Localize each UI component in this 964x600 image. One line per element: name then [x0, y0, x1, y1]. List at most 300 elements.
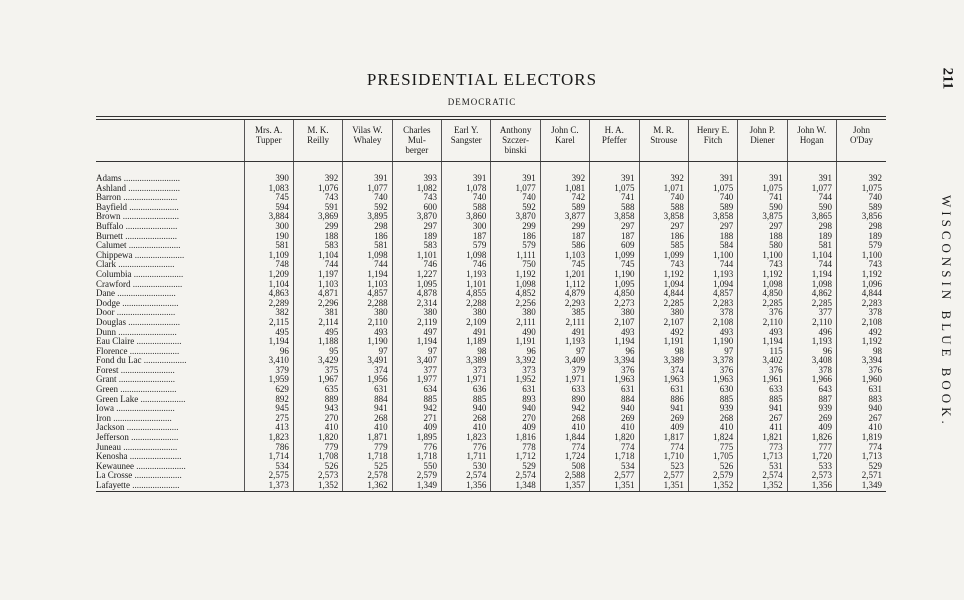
vote-cell: 633 [738, 385, 787, 395]
vote-cell: 740 [639, 193, 688, 203]
county-name: Jefferson [96, 433, 129, 443]
vote-cell: 298 [343, 222, 392, 232]
vote-cell: 97 [540, 347, 589, 357]
vote-cell: 1,952 [491, 375, 540, 385]
vote-cell: 3,410 [244, 356, 293, 366]
vote-cell: 508 [540, 462, 589, 472]
vote-cell: 1,095 [392, 280, 441, 290]
dot-leader: ......................... [116, 375, 175, 385]
vote-cell: 590 [738, 203, 787, 213]
vote-cell: 743 [392, 193, 441, 203]
vote-cell: 2,574 [491, 471, 540, 481]
vote-cell: 534 [590, 462, 639, 472]
elector-header-line3: berger [405, 145, 429, 155]
vote-cell: 297 [738, 222, 787, 232]
table-row [96, 193, 886, 203]
vote-cell: 630 [688, 385, 737, 395]
vote-cell: 2,107 [639, 318, 688, 328]
vote-cell: 186 [343, 232, 392, 242]
vote-cell: 493 [688, 328, 737, 338]
vote-cell: 584 [688, 241, 737, 251]
running-side-title: WISCONSIN BLUE BOOK. [939, 195, 954, 428]
vote-cell: 3,877 [540, 212, 589, 222]
vote-cell: 943 [293, 404, 342, 414]
elector-header-line2: Strouse [650, 135, 678, 145]
elector-header [244, 120, 293, 162]
vote-cell: 1,100 [837, 251, 887, 261]
vote-cell: 298 [787, 222, 836, 232]
vote-cell: 1,103 [343, 280, 392, 290]
elector-header-line3: binski [504, 145, 527, 155]
vote-cell: 3,389 [639, 356, 688, 366]
county-cell [96, 481, 244, 491]
vote-cell: 1,095 [590, 280, 639, 290]
dot-leader: ....................... [127, 452, 182, 462]
county-cell [96, 308, 244, 318]
vote-cell: 493 [738, 328, 787, 338]
vote-cell: 2,283 [688, 299, 737, 309]
county-name: Lafayette [96, 481, 130, 490]
dot-leader: .................... [134, 337, 182, 347]
vote-cell: 1,966 [787, 375, 836, 385]
vote-cell: 1,075 [590, 184, 639, 194]
vote-cell: 1,713 [738, 452, 787, 462]
vote-cell: 4,862 [787, 289, 836, 299]
vote-cell: 2,571 [837, 471, 887, 481]
vote-cell: 410 [837, 423, 887, 433]
vote-cell: 1,977 [392, 375, 441, 385]
vote-cell: 376 [590, 366, 639, 376]
vote-cell: 2,109 [442, 318, 491, 328]
county-cell [96, 356, 244, 366]
county-name: Brown [96, 212, 121, 222]
vote-cell: 1,077 [343, 184, 392, 194]
vote-cell: 1,871 [343, 433, 392, 443]
vote-cell: 380 [343, 308, 392, 318]
vote-cell: 299 [540, 222, 589, 232]
vote-cell: 115 [738, 347, 787, 357]
vote-cell: 269 [787, 414, 836, 424]
vote-cell: 3,408 [787, 356, 836, 366]
vote-cell: 746 [392, 260, 441, 270]
table-row [96, 414, 886, 424]
vote-cell: 299 [293, 222, 342, 232]
vote-cell: 740 [491, 193, 540, 203]
table-row [96, 433, 886, 443]
vote-cell: 941 [738, 404, 787, 414]
vote-cell: 3,895 [343, 212, 392, 222]
vote-cell: 941 [343, 404, 392, 414]
vote-cell: 410 [540, 423, 589, 433]
vote-cell: 4,852 [491, 289, 540, 299]
vote-cell: 3,378 [688, 356, 737, 366]
vote-cell: 2,285 [639, 299, 688, 309]
vote-cell: 490 [491, 328, 540, 338]
vote-cell: 390 [244, 162, 293, 184]
vote-cell: 392 [540, 162, 589, 184]
vote-cell: 1,194 [787, 270, 836, 280]
vote-cell: 884 [343, 395, 392, 405]
vote-cell: 1,718 [590, 452, 639, 462]
vote-cell: 3,858 [639, 212, 688, 222]
vote-cell: 275 [244, 414, 293, 424]
vote-cell: 1,099 [590, 251, 639, 261]
vote-cell: 742 [540, 193, 589, 203]
vote-cell: 409 [639, 423, 688, 433]
vote-cell: 1,714 [244, 452, 293, 462]
table-row [96, 404, 886, 414]
vote-cell: 1,192 [639, 270, 688, 280]
vote-cell: 2,578 [343, 471, 392, 481]
vote-cell: 2,573 [293, 471, 342, 481]
elector-header [442, 120, 491, 162]
party-subtitle: DEMOCRATIC [447, 97, 517, 107]
vote-cell: 1,094 [688, 280, 737, 290]
vote-cell: 2,293 [540, 299, 589, 309]
county-name: Fond du Lac [96, 356, 142, 366]
vote-cell: 376 [738, 308, 787, 318]
table-row [96, 251, 886, 261]
table-row [96, 184, 886, 194]
vote-cell: 1,718 [392, 452, 441, 462]
vote-cell: 534 [244, 462, 293, 472]
vote-cell: 1,362 [343, 481, 392, 491]
vote-cell: 1,192 [738, 270, 787, 280]
vote-cell: 1,971 [540, 375, 589, 385]
vote-cell: 526 [293, 462, 342, 472]
vote-cell: 1,373 [244, 481, 293, 491]
vote-cell: 267 [738, 414, 787, 424]
vote-cell: 2,288 [442, 299, 491, 309]
vote-cell: 375 [293, 366, 342, 376]
vote-cell: 531 [738, 462, 787, 472]
county-name: Green Lake [96, 394, 139, 404]
vote-cell: 1,077 [491, 184, 540, 194]
vote-cell: 381 [293, 308, 342, 318]
vote-cell: 631 [491, 385, 540, 395]
county-cell [96, 251, 244, 261]
vote-cell: 3,860 [442, 212, 491, 222]
vote-cell: 4,857 [343, 289, 392, 299]
vote-cell: 740 [343, 193, 392, 203]
vote-cell: 1,718 [343, 452, 392, 462]
vote-cell: 885 [392, 395, 441, 405]
county-name: Columbia [96, 269, 132, 279]
vote-cell: 4,850 [738, 289, 787, 299]
dot-leader: .......................... [115, 289, 176, 299]
vote-cell: 190 [244, 232, 293, 242]
vote-cell: 1,193 [442, 270, 491, 280]
vote-cell: 579 [442, 241, 491, 251]
vote-cell: 3,392 [491, 356, 540, 366]
vote-cell: 297 [590, 222, 639, 232]
top-rule [96, 116, 886, 117]
results-table-wrap [96, 116, 886, 492]
elector-header [392, 120, 441, 162]
vote-cell: 1,349 [392, 481, 441, 491]
vote-cell: 581 [787, 241, 836, 251]
vote-cell: 98 [442, 347, 491, 357]
vote-cell: 491 [442, 328, 491, 338]
vote-cell: 1,189 [442, 337, 491, 347]
vote-cell: 1,823 [442, 433, 491, 443]
vote-cell: 3,394 [837, 356, 887, 366]
vote-cell: 583 [293, 241, 342, 251]
vote-cell: 1,099 [639, 251, 688, 261]
vote-cell: 1,109 [244, 251, 293, 261]
vote-cell: 1,956 [343, 375, 392, 385]
vote-cell: 591 [293, 203, 342, 213]
vote-cell: 530 [442, 462, 491, 472]
vote-cell: 2,575 [244, 471, 293, 481]
vote-cell: 1,352 [738, 481, 787, 491]
vote-cell: 1,963 [688, 375, 737, 385]
vote-cell: 1,967 [293, 375, 342, 385]
vote-cell: 631 [837, 385, 887, 395]
vote-cell: 529 [837, 462, 887, 472]
county-cell [96, 443, 244, 453]
dot-leader: ......................... [121, 173, 180, 183]
vote-cell: 391 [343, 162, 392, 184]
vote-cell: 391 [442, 162, 491, 184]
elector-header [738, 120, 787, 162]
vote-cell: 940 [491, 404, 540, 414]
vote-cell: 1,077 [787, 184, 836, 194]
vote-cell: 1,193 [787, 337, 836, 347]
vote-cell: 392 [639, 162, 688, 184]
vote-cell: 743 [837, 260, 887, 270]
county-cell [96, 184, 244, 194]
table-row [96, 318, 886, 328]
vote-cell: 776 [442, 443, 491, 453]
vote-cell: 1,190 [343, 337, 392, 347]
vote-cell: 1,082 [392, 184, 441, 194]
dot-leader: ......................... [118, 385, 177, 395]
vote-cell: 1,711 [442, 452, 491, 462]
vote-cell: 1,227 [392, 270, 441, 280]
elector-header [491, 120, 540, 162]
county-name: Iron [96, 413, 111, 423]
vote-cell: 376 [688, 366, 737, 376]
dot-leader: ........................ [121, 442, 178, 452]
vote-cell: 3,865 [787, 212, 836, 222]
vote-cell: 298 [837, 222, 887, 232]
elector-header-line2: Whaley [353, 135, 382, 145]
dot-leader: ................... [141, 356, 187, 366]
vote-cell: 269 [590, 414, 639, 424]
vote-cell: 1,101 [392, 251, 441, 261]
vote-cell: 97 [688, 347, 737, 357]
county-name: Buffalo [96, 221, 124, 231]
dot-leader: ....................... [126, 183, 180, 193]
vote-cell: 779 [293, 443, 342, 453]
vote-cell: 2,115 [244, 318, 293, 328]
county-cell [96, 232, 244, 242]
vote-cell: 3,409 [540, 356, 589, 366]
vote-cell: 186 [639, 232, 688, 242]
elector-header-line2: Hogan [799, 135, 824, 145]
county-name: Chippewa [96, 250, 133, 260]
vote-cell: 2,111 [540, 318, 589, 328]
vote-cell: 885 [442, 395, 491, 405]
elector-header-name: John P. [749, 125, 776, 135]
vote-cell: 589 [688, 203, 737, 213]
county-name: Dunn [96, 327, 116, 337]
vote-cell: 1,094 [639, 280, 688, 290]
vote-cell: 4,855 [442, 289, 491, 299]
dot-leader: ....................... [123, 221, 178, 231]
county-cell [96, 471, 244, 481]
table-row [96, 299, 886, 309]
vote-cell: 745 [590, 260, 639, 270]
vote-cell: 774 [590, 443, 639, 453]
vote-cell: 493 [590, 328, 639, 338]
vote-cell: 778 [491, 443, 540, 453]
vote-cell: 374 [639, 366, 688, 376]
vote-cell: 629 [244, 385, 293, 395]
county-cell [96, 241, 244, 251]
vote-cell: 890 [540, 395, 589, 405]
vote-cell: 2,108 [688, 318, 737, 328]
vote-cell: 2,119 [392, 318, 441, 328]
vote-cell: 526 [688, 462, 737, 472]
elector-header-name: Henry E. [696, 125, 730, 135]
vote-cell: 297 [688, 222, 737, 232]
vote-cell: 497 [392, 328, 441, 338]
vote-cell: 3,870 [491, 212, 540, 222]
county-name: Calumet [96, 241, 127, 251]
county-cell [96, 203, 244, 213]
vote-cell: 886 [639, 395, 688, 405]
vote-cell: 741 [738, 193, 787, 203]
vote-cell: 2,256 [491, 299, 540, 309]
vote-cell: 391 [738, 162, 787, 184]
county-cell [96, 347, 244, 357]
vote-cell: 1,078 [442, 184, 491, 194]
county-header [96, 120, 244, 162]
vote-cell: 1,963 [590, 375, 639, 385]
vote-cell: 391 [491, 162, 540, 184]
county-name: Burnett [96, 231, 123, 241]
elector-header [540, 120, 589, 162]
county-cell [96, 462, 244, 472]
vote-cell: 1,104 [293, 251, 342, 261]
vote-cell: 391 [590, 162, 639, 184]
vote-cell: 1,193 [688, 270, 737, 280]
county-name: Kenosha [96, 452, 128, 462]
county-cell [96, 404, 244, 414]
elector-header-name: Charles [403, 125, 431, 135]
vote-cell: 3,858 [688, 212, 737, 222]
vote-cell: 1,817 [639, 433, 688, 443]
vote-cell: 187 [590, 232, 639, 242]
vote-cell: 380 [491, 308, 540, 318]
vote-cell: 636 [442, 385, 491, 395]
vote-cell: 268 [343, 414, 392, 424]
county-cell [96, 385, 244, 395]
vote-cell: 1,192 [837, 337, 887, 347]
vote-cell: 745 [540, 260, 589, 270]
county-cell [96, 395, 244, 405]
county-name: Florence [96, 346, 128, 356]
vote-cell: 382 [244, 308, 293, 318]
vote-cell: 379 [244, 366, 293, 376]
vote-cell: 1,724 [540, 452, 589, 462]
dot-leader: ........................ [121, 193, 178, 203]
vote-cell: 1,713 [837, 452, 887, 462]
vote-cell: 374 [343, 366, 392, 376]
vote-cell: 1,192 [837, 270, 887, 280]
dot-leader: .......................... [116, 327, 177, 337]
vote-cell: 391 [787, 162, 836, 184]
vote-cell: 1,348 [491, 481, 540, 491]
vote-cell: 589 [837, 203, 887, 213]
vote-cell: 1,075 [837, 184, 887, 194]
vote-cell: 495 [244, 328, 293, 338]
vote-cell: 634 [392, 385, 441, 395]
vote-cell: 1,112 [540, 280, 589, 290]
county-name: Door [96, 308, 115, 318]
elector-header [590, 120, 639, 162]
dot-leader: .......................... [114, 308, 176, 318]
vote-cell: 3,856 [837, 212, 887, 222]
electors-vote-table [96, 120, 886, 491]
county-cell [96, 423, 244, 433]
vote-cell: 2,577 [639, 471, 688, 481]
dot-leader: .......................... [111, 413, 172, 423]
vote-cell: 744 [293, 260, 342, 270]
vote-cell: 376 [837, 366, 887, 376]
vote-cell: 380 [442, 308, 491, 318]
table-row [96, 481, 886, 491]
vote-cell: 2,110 [343, 318, 392, 328]
vote-cell: 409 [491, 423, 540, 433]
vote-cell: 410 [442, 423, 491, 433]
vote-cell: 2,288 [343, 299, 392, 309]
vote-cell: 98 [837, 347, 887, 357]
table-row [96, 212, 886, 222]
vote-cell: 1,075 [738, 184, 787, 194]
vote-cell: 550 [392, 462, 441, 472]
elector-header-line2: Pfeffer [601, 135, 627, 145]
county-cell [96, 433, 244, 443]
county-cell [96, 193, 244, 203]
elector-header-line2: Diener [750, 135, 775, 145]
vote-cell: 1,193 [540, 337, 589, 347]
elector-header-name: Anthony [499, 125, 532, 135]
vote-cell: 740 [837, 193, 887, 203]
vote-cell: 1,708 [293, 452, 342, 462]
vote-cell: 373 [491, 366, 540, 376]
county-name: Ashland [96, 183, 126, 193]
vote-cell: 1,821 [738, 433, 787, 443]
vote-cell: 267 [837, 414, 887, 424]
vote-cell: 491 [540, 328, 589, 338]
bottom-rule [96, 491, 886, 492]
vote-cell: 1,101 [442, 280, 491, 290]
vote-cell: 590 [787, 203, 836, 213]
vote-cell: 1,357 [540, 481, 589, 491]
county-cell [96, 289, 244, 299]
county-cell [96, 318, 244, 328]
vote-cell: 3,394 [590, 356, 639, 366]
vote-cell: 2,273 [590, 299, 639, 309]
vote-cell: 1,083 [244, 184, 293, 194]
vote-cell: 378 [837, 308, 887, 318]
dot-leader: ......................... [120, 212, 179, 222]
vote-cell: 588 [590, 203, 639, 213]
dot-leader: ...................... [131, 269, 184, 279]
